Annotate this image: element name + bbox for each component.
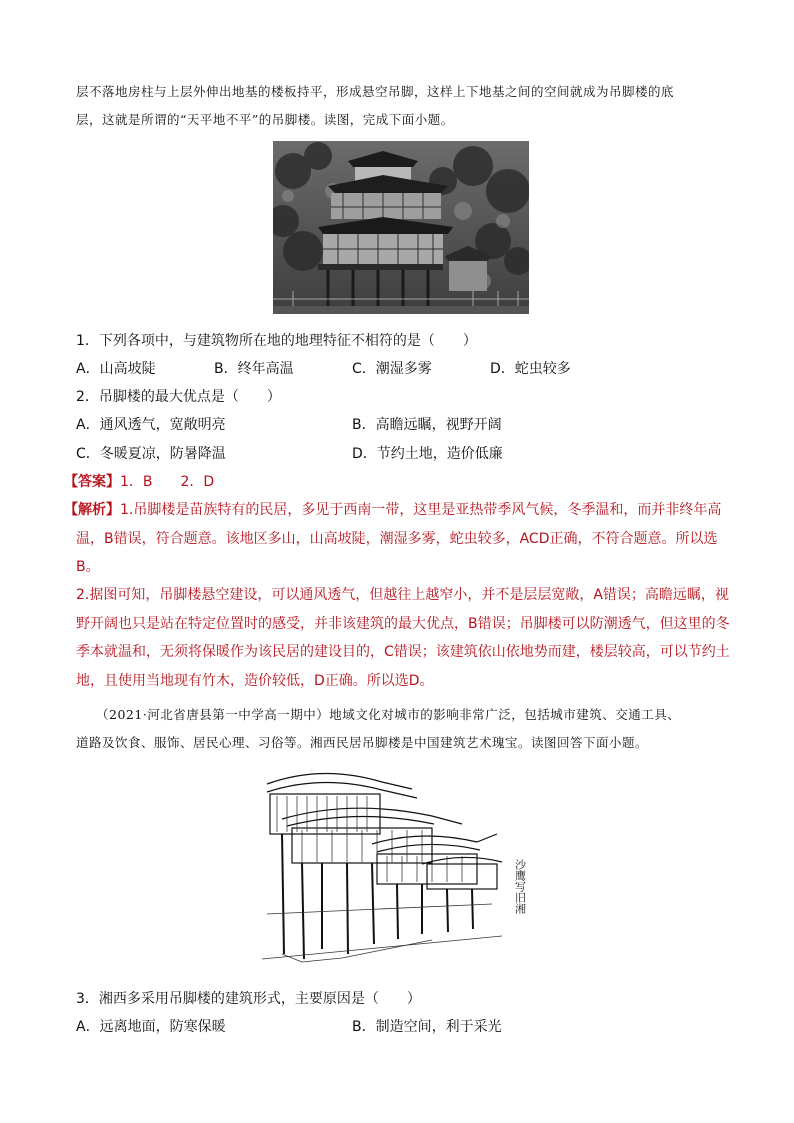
q2-option-a: A．通风透气，宽敞明亮 bbox=[76, 417, 226, 433]
analysis-line-6: 季本就温和，无须将保暖作为该民居的建设目的，C错误；该建筑依山依地势而建，楼层较高，可以节约土 bbox=[76, 644, 730, 660]
sketch-signature: 沙鹰写旧湘 bbox=[513, 859, 527, 914]
answer-text: 1．B 2．D bbox=[120, 474, 215, 490]
q2-option-b: B．高瞻远瞩，视野开阔 bbox=[352, 417, 502, 433]
intro2-line-1: （2021·河北省唐县第一中学高一期中）地域文化对城市的影响非常广泛，包括城市建筑、交通工具、 bbox=[96, 707, 681, 722]
xiangxi-stilt-houses-sketch bbox=[262, 764, 540, 972]
question-1-stem: 1．下列各项中，与建筑物所在地的地理特征不相符的是（ ） bbox=[76, 333, 477, 349]
analysis-line-4: 2.据图可知，吊脚楼悬空建设，可以通风透气，但越往上越窄小，并不是层层宽敞，A错误；高瞻远瞩，视 bbox=[76, 587, 729, 603]
analysis-line-5: 野开阔也只是站在特定位置时的感受，并非该建筑的最大优点，B错误；吊脚楼可以防潮透气，但这里的冬 bbox=[76, 616, 730, 632]
analysis-line-3: B。 bbox=[76, 559, 100, 575]
q2-option-c: C．冬暖夏凉，防暑降温 bbox=[76, 446, 226, 462]
q2-option-d: D．节约土地，造价低廉 bbox=[352, 446, 503, 462]
question-3-stem: 3．湘西多采用吊脚楼的建筑形式，主要原因是（ ） bbox=[76, 991, 421, 1007]
q3-option-a: A．远离地面，防寒保暖 bbox=[76, 1019, 226, 1035]
intro-line-1: 层不落地房柱与上层外伸出地基的楼板持平，形成悬空吊脚，这样上下地基之间的空间就成为吊脚楼的底 bbox=[76, 84, 675, 99]
analysis-text-1: 1.吊脚楼是苗族特有的民居，多见于西南一带，这里是亚热带季风气候，冬季温和，而并非终年高 bbox=[120, 502, 722, 518]
q1-option-b: B．终年高温 bbox=[214, 361, 294, 377]
analysis-line-1 bbox=[64, 499, 721, 519]
answer-line bbox=[64, 471, 214, 491]
intro-line-2: 层，这就是所谓的“天平地不平”的吊脚楼。读图，完成下面小题。 bbox=[76, 112, 454, 127]
analysis-line-2: 温，B错误，符合题意。该地区多山，山高坡陡，潮湿多雾，蛇虫较多，ACD正确，不符合题意。所以选 bbox=[76, 531, 718, 547]
analysis-line-7: 地，且使用当地现有竹木，造价较低，D正确。所以选D。 bbox=[76, 673, 434, 689]
q3-option-b: B．制造空间，利于采光 bbox=[352, 1019, 502, 1035]
q1-option-c: C．潮湿多雾 bbox=[352, 361, 432, 377]
stilt-house-photo bbox=[273, 141, 529, 314]
intro2-line-2: 道路及饮食、服饰、居民心理、习俗等。湘西民居吊脚楼是中国建筑艺术瑰宝。读图回答下面小题。 bbox=[76, 735, 649, 750]
q1-option-a: A．山高坡陡 bbox=[76, 361, 156, 377]
question-2-stem: 2．吊脚楼的最大优点是（ ） bbox=[76, 389, 281, 405]
q1-option-d: D．蛇虫较多 bbox=[490, 361, 571, 377]
analysis-tag: 【解析】 bbox=[64, 502, 120, 518]
answer-tag: 【答案】 bbox=[64, 474, 120, 490]
